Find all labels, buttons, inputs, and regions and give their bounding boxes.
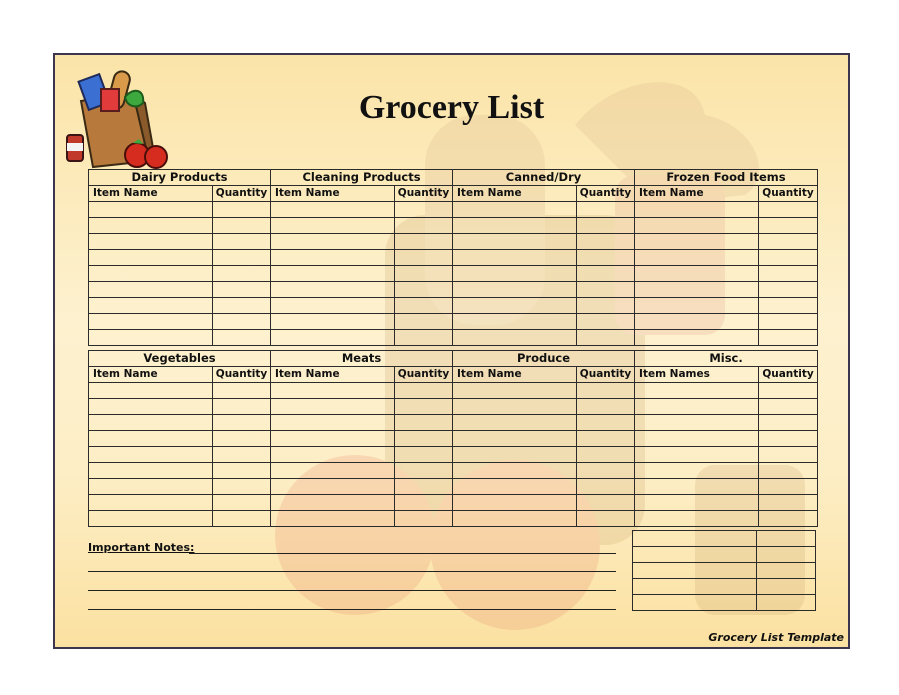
item-name-cell[interactable] (453, 399, 577, 415)
quantity-cell[interactable] (395, 202, 453, 218)
item-name-cell[interactable] (453, 314, 577, 330)
section-title: Cleaning Products (271, 170, 453, 186)
item-name-cell[interactable] (89, 479, 213, 495)
table-row (89, 314, 818, 330)
item-name-cell[interactable] (271, 479, 395, 495)
quantity-cell[interactable] (395, 330, 453, 346)
item-name-cell[interactable] (271, 330, 395, 346)
item-name-cell[interactable] (271, 399, 395, 415)
item-name-cell[interactable] (453, 415, 577, 431)
table-row (89, 399, 818, 415)
table-row (89, 298, 818, 314)
quantity-cell[interactable] (395, 399, 453, 415)
quantity-cell[interactable] (759, 330, 818, 346)
section-title: Canned/Dry (453, 170, 635, 186)
quantity-cell[interactable] (213, 511, 271, 527)
item-name-cell[interactable] (271, 431, 395, 447)
section-title: Meats (271, 351, 453, 367)
item-name-cell[interactable] (453, 431, 577, 447)
item-name-cell[interactable] (633, 595, 757, 611)
item-name-cell[interactable] (635, 511, 759, 527)
quantity-cell[interactable] (759, 298, 818, 314)
quantity-cell[interactable] (213, 314, 271, 330)
quantity-cell[interactable] (213, 415, 271, 431)
quantity-cell[interactable] (759, 495, 818, 511)
item-name-header: Item Name (271, 186, 395, 202)
table-row (89, 447, 818, 463)
item-name-cell[interactable] (635, 399, 759, 415)
item-name-cell[interactable] (89, 282, 213, 298)
item-name-cell[interactable] (89, 234, 213, 250)
item-name-cell[interactable] (89, 266, 213, 282)
quantity-cell[interactable] (577, 202, 635, 218)
quantity-cell[interactable] (759, 399, 818, 415)
item-name-cell[interactable] (635, 250, 759, 266)
table-row (89, 479, 818, 495)
item-name-cell[interactable] (89, 511, 213, 527)
item-name-cell[interactable] (271, 495, 395, 511)
quantity-cell[interactable] (395, 495, 453, 511)
table-row (89, 234, 818, 250)
item-name-cell[interactable] (453, 479, 577, 495)
quantity-cell[interactable] (577, 399, 635, 415)
quantity-cell[interactable] (759, 250, 818, 266)
item-name-cell[interactable] (271, 383, 395, 399)
item-name-cell[interactable] (271, 298, 395, 314)
section-title: Vegetables (89, 351, 271, 367)
item-name-cell[interactable] (453, 495, 577, 511)
quantity-cell[interactable] (395, 298, 453, 314)
item-name-cell[interactable] (89, 314, 213, 330)
quantity-cell[interactable] (213, 234, 271, 250)
quantity-cell[interactable] (759, 314, 818, 330)
quantity-header: Quantity (759, 367, 818, 383)
quantity-cell[interactable] (577, 266, 635, 282)
section-title: Frozen Food Items (635, 170, 818, 186)
misc-extra-rows-table (632, 530, 816, 611)
item-name-cell[interactable] (453, 463, 577, 479)
table-row (89, 266, 818, 282)
notes-line[interactable] (88, 571, 616, 572)
quantity-cell[interactable] (759, 511, 818, 527)
item-name-cell[interactable] (89, 431, 213, 447)
item-name-cell[interactable] (271, 202, 395, 218)
item-name-header: Item Name (635, 186, 759, 202)
quantity-cell[interactable] (577, 447, 635, 463)
table-row (89, 330, 818, 346)
notes-line[interactable] (189, 553, 616, 554)
quantity-cell[interactable] (759, 415, 818, 431)
item-name-cell[interactable] (453, 266, 577, 282)
quantity-cell[interactable] (759, 234, 818, 250)
item-name-cell[interactable] (633, 563, 757, 579)
quantity-cell[interactable] (395, 218, 453, 234)
table-row (89, 415, 818, 431)
quantity-cell[interactable] (395, 447, 453, 463)
item-name-cell[interactable] (89, 383, 213, 399)
item-name-cell[interactable] (453, 282, 577, 298)
quantity-header: Quantity (759, 186, 818, 202)
quantity-header: Quantity (395, 186, 453, 202)
item-name-cell[interactable] (453, 202, 577, 218)
item-name-cell[interactable] (635, 330, 759, 346)
item-name-cell[interactable] (633, 547, 757, 563)
item-name-cell[interactable] (635, 431, 759, 447)
item-name-cell[interactable] (89, 463, 213, 479)
item-name-cell[interactable] (633, 531, 757, 547)
item-name-header: Item Name (271, 367, 395, 383)
item-name-cell[interactable] (271, 314, 395, 330)
quantity-cell[interactable] (577, 298, 635, 314)
quantity-cell[interactable] (757, 531, 816, 547)
item-name-cell[interactable] (635, 383, 759, 399)
item-name-cell[interactable] (89, 415, 213, 431)
table-row (633, 531, 816, 547)
quantity-cell[interactable] (759, 463, 818, 479)
table-row (89, 250, 818, 266)
quantity-cell[interactable] (759, 383, 818, 399)
item-name-cell[interactable] (453, 234, 577, 250)
item-name-cell[interactable] (271, 250, 395, 266)
table-row (89, 463, 818, 479)
item-name-cell[interactable] (453, 218, 577, 234)
table-row (89, 495, 818, 511)
footer-label: Grocery List Template (708, 631, 844, 644)
table-row (633, 595, 816, 611)
item-name-cell[interactable] (453, 383, 577, 399)
quantity-cell[interactable] (757, 547, 816, 563)
section-title: Produce (453, 351, 635, 367)
table-row (89, 511, 818, 527)
quantity-header: Quantity (213, 186, 271, 202)
quantity-cell[interactable] (395, 314, 453, 330)
quantity-cell[interactable] (577, 431, 635, 447)
item-name-cell[interactable] (89, 447, 213, 463)
section-title: Misc. (635, 351, 818, 367)
item-name-cell[interactable] (89, 298, 213, 314)
item-name-cell[interactable] (635, 234, 759, 250)
quantity-cell[interactable] (395, 431, 453, 447)
quantity-cell[interactable] (395, 463, 453, 479)
item-name-header: Item Name (453, 186, 577, 202)
quantity-cell[interactable] (213, 383, 271, 399)
quantity-cell[interactable] (577, 383, 635, 399)
table-row (89, 383, 818, 399)
item-name-cell[interactable] (635, 282, 759, 298)
quantity-cell[interactable] (395, 234, 453, 250)
quantity-cell[interactable] (395, 250, 453, 266)
quantity-cell[interactable] (213, 330, 271, 346)
quantity-cell[interactable] (213, 431, 271, 447)
table-row (633, 563, 816, 579)
quantity-cell[interactable] (759, 266, 818, 282)
item-name-cell[interactable] (635, 314, 759, 330)
quantity-cell[interactable] (577, 218, 635, 234)
item-name-cell[interactable] (271, 447, 395, 463)
quantity-cell[interactable] (213, 447, 271, 463)
quantity-cell[interactable] (577, 282, 635, 298)
quantity-cell[interactable] (577, 463, 635, 479)
quantity-cell[interactable] (757, 579, 816, 595)
quantity-cell[interactable] (759, 202, 818, 218)
item-name-cell[interactable] (271, 463, 395, 479)
quantity-cell[interactable] (213, 266, 271, 282)
quantity-cell[interactable] (577, 234, 635, 250)
table-row (633, 579, 816, 595)
quantity-cell[interactable] (213, 399, 271, 415)
item-name-cell[interactable] (635, 447, 759, 463)
item-name-cell[interactable] (635, 415, 759, 431)
item-name-cell[interactable] (89, 218, 213, 234)
quantity-cell[interactable] (395, 415, 453, 431)
item-name-header: Item Name (89, 186, 213, 202)
quantity-cell[interactable] (395, 511, 453, 527)
quantity-cell[interactable] (213, 282, 271, 298)
bottom-sections-table (88, 350, 818, 527)
quantity-header: Quantity (577, 367, 635, 383)
item-name-cell[interactable] (271, 282, 395, 298)
item-name-cell[interactable] (453, 330, 577, 346)
table-row (89, 282, 818, 298)
page-title: Grocery List (358, 89, 545, 126)
quantity-cell[interactable] (577, 479, 635, 495)
quantity-cell[interactable] (213, 479, 271, 495)
quantity-header: Quantity (395, 367, 453, 383)
quantity-cell[interactable] (759, 218, 818, 234)
quantity-cell[interactable] (577, 314, 635, 330)
item-name-cell[interactable] (89, 495, 213, 511)
notes-line[interactable] (88, 590, 616, 591)
quantity-cell[interactable] (213, 463, 271, 479)
item-name-header: Item Name (89, 367, 213, 383)
quantity-cell[interactable] (577, 330, 635, 346)
item-name-cell[interactable] (453, 298, 577, 314)
quantity-cell[interactable] (757, 563, 816, 579)
important-notes-label: Important Notes: (88, 541, 195, 554)
item-name-cell[interactable] (89, 399, 213, 415)
table-row (633, 547, 816, 563)
item-name-header: Item Names (635, 367, 759, 383)
item-name-cell[interactable] (453, 511, 577, 527)
quantity-cell[interactable] (577, 495, 635, 511)
section-title: Dairy Products (89, 170, 271, 186)
item-name-cell[interactable] (271, 511, 395, 527)
quantity-cell[interactable] (577, 415, 635, 431)
item-name-cell[interactable] (453, 250, 577, 266)
quantity-cell[interactable] (759, 479, 818, 495)
item-name-cell[interactable] (635, 298, 759, 314)
grocery-list-sheet (53, 53, 850, 649)
quantity-cell[interactable] (213, 250, 271, 266)
item-name-cell[interactable] (89, 330, 213, 346)
quantity-cell[interactable] (577, 250, 635, 266)
item-name-cell[interactable] (635, 463, 759, 479)
quantity-cell[interactable] (213, 495, 271, 511)
quantity-cell[interactable] (759, 282, 818, 298)
quantity-header: Quantity (213, 367, 271, 383)
item-name-cell[interactable] (271, 266, 395, 282)
table-row (89, 218, 818, 234)
top-sections-table (88, 169, 818, 346)
item-name-cell[interactable] (635, 495, 759, 511)
item-name-cell[interactable] (89, 250, 213, 266)
item-name-cell[interactable] (271, 218, 395, 234)
notes-line[interactable] (88, 609, 616, 610)
item-name-cell[interactable] (635, 266, 759, 282)
quantity-cell[interactable] (213, 218, 271, 234)
quantity-cell[interactable] (395, 282, 453, 298)
quantity-cell[interactable] (759, 431, 818, 447)
quantity-cell[interactable] (757, 595, 816, 611)
item-name-cell[interactable] (635, 202, 759, 218)
quantity-cell[interactable] (577, 511, 635, 527)
quantity-cell[interactable] (213, 202, 271, 218)
table-row (89, 202, 818, 218)
item-name-cell[interactable] (271, 415, 395, 431)
item-name-cell[interactable] (635, 479, 759, 495)
table-row (89, 431, 818, 447)
item-name-cell[interactable] (635, 218, 759, 234)
item-name-header: Item Name (453, 367, 577, 383)
quantity-cell[interactable] (213, 298, 271, 314)
quantity-cell[interactable] (395, 266, 453, 282)
quantity-cell[interactable] (759, 447, 818, 463)
quantity-header: Quantity (577, 186, 635, 202)
item-name-cell[interactable] (89, 202, 213, 218)
quantity-cell[interactable] (395, 383, 453, 399)
item-name-cell[interactable] (271, 234, 395, 250)
item-name-cell[interactable] (633, 579, 757, 595)
quantity-cell[interactable] (395, 479, 453, 495)
item-name-cell[interactable] (453, 447, 577, 463)
